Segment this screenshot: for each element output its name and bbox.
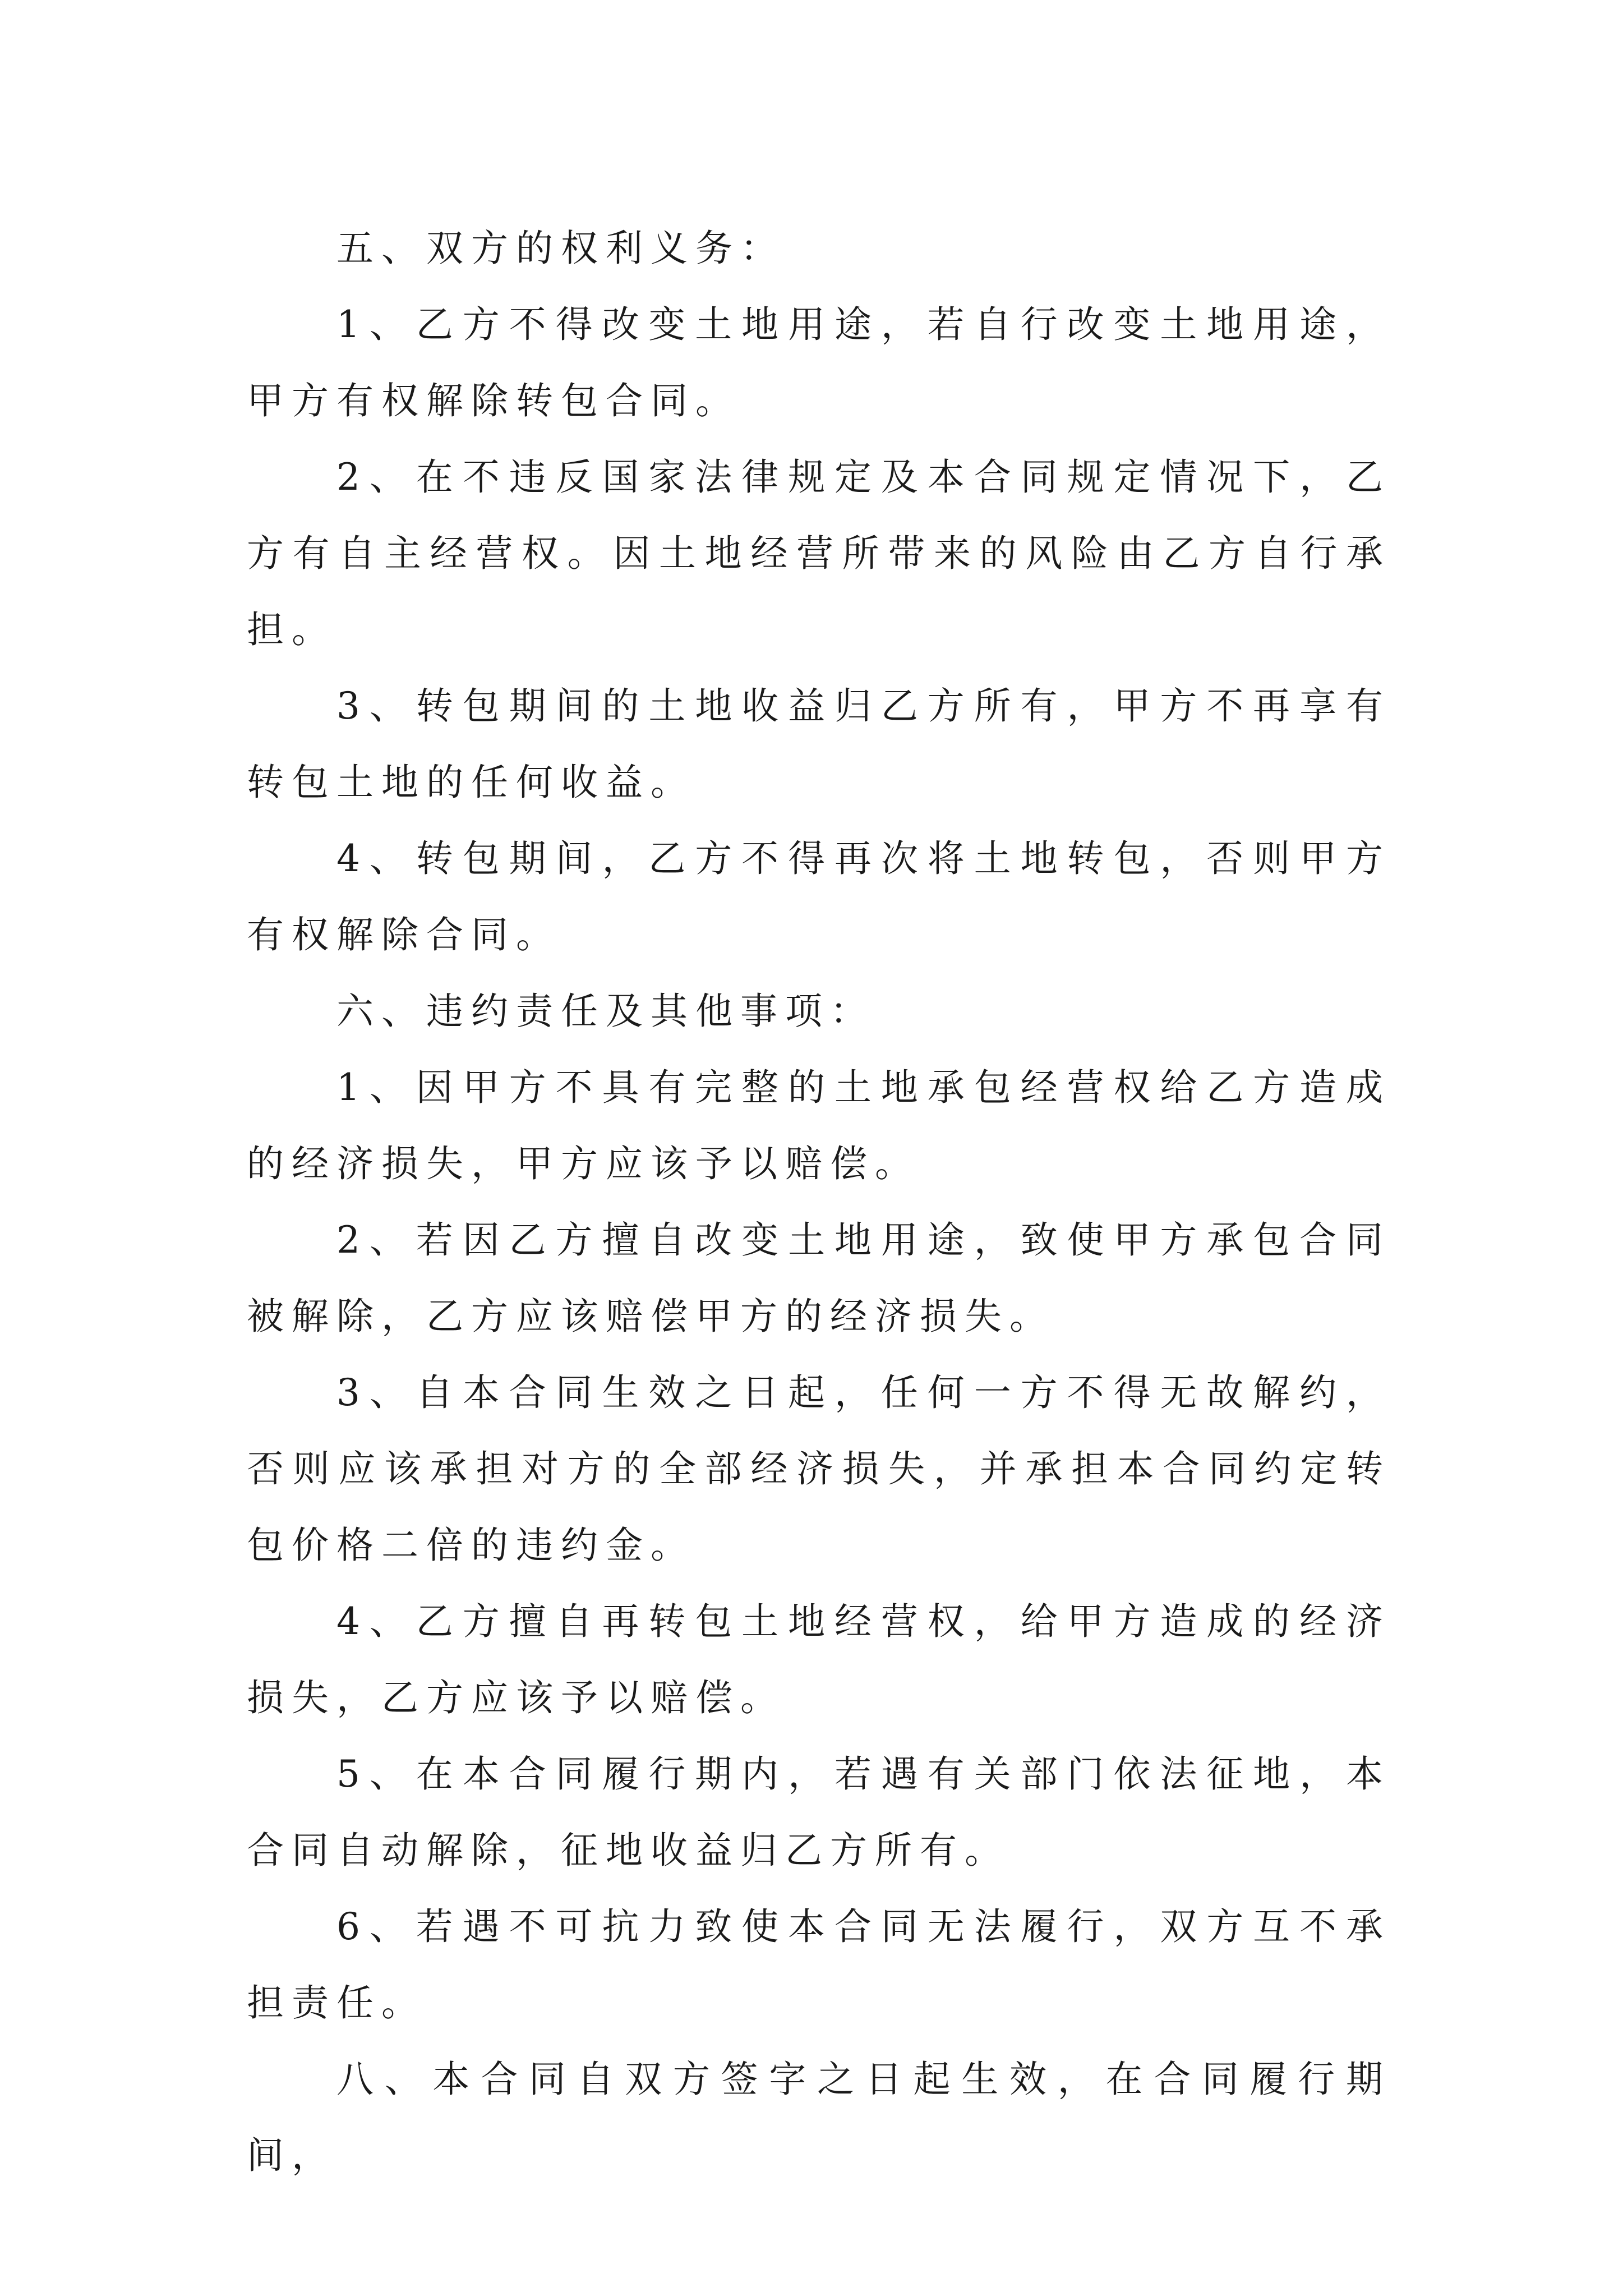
section-heading-effectiveness: 八、本合同自双方签字之日起生效，在合同履行期间， <box>247 2058 1391 2177</box>
clause-6-6: 6、若遇不可抗力致使本合同无法履行，双方互不承担责任。 <box>247 1905 1391 2024</box>
clause-6-1: 1、因甲方不具有完整的土地承包经营权给乙方造成的经济损失，甲方应该予以赔偿。 <box>247 1066 1391 1185</box>
clause-6-4: 4、乙方擅自再转包土地经营权，给甲方造成的经济损失，乙方应该予以赔偿。 <box>247 1600 1391 1719</box>
clause-5-1: 1、乙方不得改变土地用途，若自行改变土地用途，甲方有权解除转包合同。 <box>247 303 1391 422</box>
document-body <box>247 210 1391 2194</box>
clause-6-5: 5、在本合同履行期内，若遇有关部门依法征地，本合同自动解除，征地收益归乙方所有。 <box>247 1752 1391 1872</box>
clause-6-2: 2、若因乙方擅自改变土地用途，致使甲方承包合同被解除，乙方应该赔偿甲方的经济损失。 <box>247 1218 1391 1338</box>
clause-5-3: 3、转包期间的土地收益归乙方所有，甲方不再享有转包土地的任何收益。 <box>247 684 1391 804</box>
clause-5-2: 2、在不违反国家法律规定及本合同规定情况下，乙方有自主经营权。因土地经营所带来的风险由乙方自行承担。 <box>247 455 1391 651</box>
section-heading-breach-liability: 六、违约责任及其他事项： <box>336 990 875 1033</box>
clause-6-3: 3、自本合同生效之日起，任何一方不得无故解约，否则应该承担对方的全部经济损失，并承担本合同约定转包价格二倍的违约金。 <box>247 1371 1391 1567</box>
clause-5-4: 4、转包期间，乙方不得再次将土地转包，否则甲方有权解除合同。 <box>247 837 1391 956</box>
section-heading-rights-obligations: 五、双方的权利义务： <box>336 227 785 270</box>
